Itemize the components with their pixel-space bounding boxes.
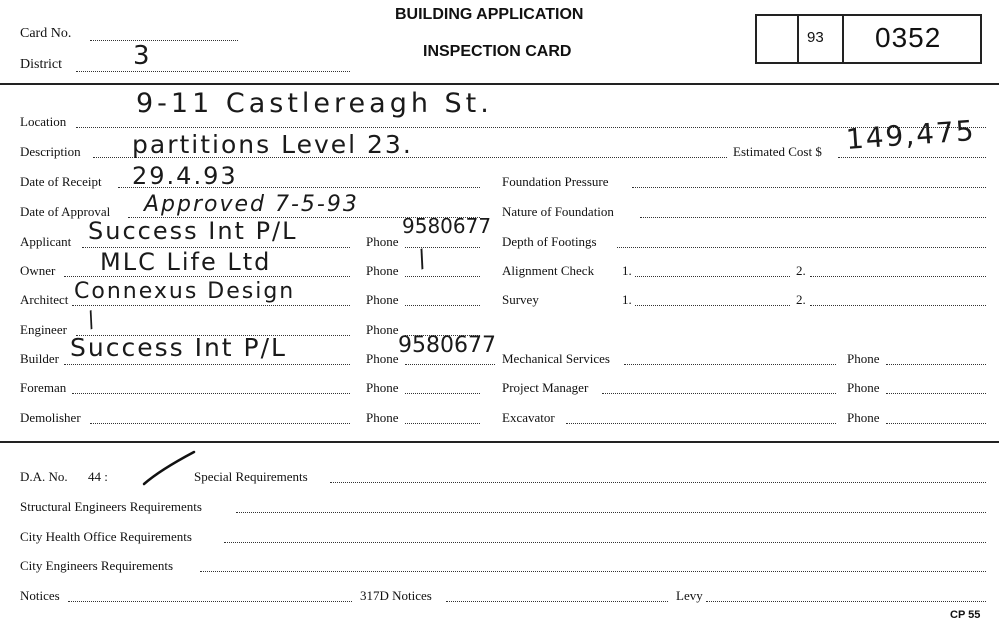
- rule-middle: [0, 441, 999, 443]
- builder-label: Builder: [20, 351, 59, 366]
- city-health-label: City Health Office Requirements: [20, 529, 192, 544]
- da-slash-mark: [140, 448, 200, 488]
- demolisher-label: Demolisher: [20, 410, 81, 425]
- card-no-field[interactable]: [90, 40, 238, 41]
- demolisher-field[interactable]: [90, 423, 350, 424]
- builder-value: Success Int P/L: [70, 333, 287, 362]
- nature-foundation-label: Nature of Foundation: [502, 204, 614, 219]
- alignment-num-1: 1.: [622, 263, 632, 278]
- foundation-pressure-label: Foundation Pressure: [502, 174, 609, 189]
- levy-label: Levy: [676, 588, 703, 603]
- engineer-value: /: [83, 306, 101, 334]
- builder-field[interactable]: [64, 364, 350, 365]
- project-manager-phone-field[interactable]: [886, 393, 986, 394]
- alignment-num-2: 2.: [796, 263, 806, 278]
- city-engineers-field[interactable]: [200, 571, 986, 572]
- applicant-phone-label: Phone: [366, 234, 399, 249]
- builder-phone-label: Phone: [366, 351, 399, 366]
- architect-phone-label: Phone: [366, 292, 399, 307]
- foreman-phone-label: Phone: [366, 380, 399, 395]
- notices-field[interactable]: [68, 601, 352, 602]
- applicant-label: Applicant: [20, 234, 72, 249]
- location-label: Location: [20, 114, 67, 129]
- card-no-label: Card No.: [20, 26, 72, 41]
- da-no-label: D.A. No.: [20, 469, 68, 484]
- foundation-pressure-field[interactable]: [632, 187, 986, 188]
- box-number: 0352: [875, 22, 942, 53]
- rule-top: [0, 83, 999, 85]
- alignment-check-field-1[interactable]: [635, 276, 790, 277]
- location-value: 9-11 Castlereagh St.: [136, 88, 493, 119]
- builder-phone-value: 9580677: [398, 333, 496, 358]
- survey-field-2[interactable]: [810, 305, 986, 306]
- structural-field[interactable]: [236, 512, 986, 513]
- demolisher-phone-label: Phone: [366, 410, 399, 425]
- district-field[interactable]: [76, 71, 350, 72]
- date-approval-value: Approved 7-5-93: [144, 192, 359, 217]
- engineer-phone-label: Phone: [366, 322, 399, 337]
- excavator-field[interactable]: [566, 423, 836, 424]
- box-divider-1: [797, 16, 799, 62]
- estimated-cost-label: Estimated Cost $: [733, 144, 822, 159]
- foreman-label: Foreman: [20, 380, 67, 395]
- applicant-value: Success Int P/L: [88, 217, 298, 245]
- city-engineers-label: City Engineers Requirements: [20, 558, 174, 573]
- builder-phone-field[interactable]: [405, 364, 495, 365]
- demolisher-phone-field[interactable]: [405, 423, 480, 424]
- owner-field[interactable]: [64, 276, 350, 277]
- nature-foundation-field[interactable]: [640, 217, 986, 218]
- alignment-check-label: Alignment Check: [502, 263, 595, 278]
- excavator-phone-field[interactable]: [886, 423, 986, 424]
- project-manager-label: Project Manager: [502, 380, 589, 395]
- title-line2: INSPECTION CARD: [423, 43, 572, 60]
- box-divider-2: [842, 16, 844, 62]
- architect-field[interactable]: [72, 305, 350, 306]
- owner-value: MLC Life Ltd: [100, 248, 272, 276]
- levy-field[interactable]: [706, 601, 986, 602]
- owner-phone-label: Phone: [366, 263, 399, 278]
- date-approval-label: Date of Approval: [20, 204, 111, 219]
- applicant-phone-value: 9580677: [402, 214, 492, 238]
- estimated-cost-field[interactable]: [838, 157, 986, 158]
- box-year: 93: [807, 29, 824, 46]
- date-receipt-value: 29.4.93: [132, 162, 238, 190]
- description-value: partitions Level 23.: [132, 130, 413, 159]
- architect-phone-field[interactable]: [405, 305, 480, 306]
- foreman-field[interactable]: [72, 393, 350, 394]
- mechanical-services-field[interactable]: [624, 364, 836, 365]
- excavator-label: Excavator: [502, 410, 555, 425]
- form-code: CP 55: [950, 609, 981, 621]
- special-requirements-field[interactable]: [330, 482, 986, 483]
- mechanical-phone-label: Phone: [847, 351, 880, 366]
- foreman-phone-field[interactable]: [405, 393, 480, 394]
- city-health-field[interactable]: [224, 542, 986, 543]
- engineer-label: Engineer: [20, 322, 67, 337]
- mechanical-services-label: Mechanical Services: [502, 351, 610, 366]
- architect-value: Connexus Design: [74, 279, 296, 304]
- architect-label: Architect: [20, 292, 69, 307]
- district-label: District: [20, 57, 62, 72]
- owner-phone-field[interactable]: [405, 276, 480, 277]
- description-label: Description: [20, 144, 81, 159]
- survey-num-2: 2.: [796, 292, 806, 307]
- survey-label: Survey: [502, 292, 539, 307]
- depth-footings-label: Depth of Footings: [502, 234, 597, 249]
- owner-label: Owner: [20, 263, 56, 278]
- notices-317d-label: 317D Notices: [360, 588, 432, 603]
- da-no-value: 44 :: [88, 469, 108, 484]
- project-manager-phone-label: Phone: [847, 380, 880, 395]
- alignment-check-field-2[interactable]: [810, 276, 986, 277]
- survey-field-1[interactable]: [635, 305, 790, 306]
- date-receipt-label: Date of Receipt: [20, 174, 102, 189]
- title-line1: BUILDING APPLICATION: [395, 6, 584, 23]
- district-value: 3: [133, 41, 152, 71]
- notices-label: Notices: [20, 588, 60, 603]
- depth-footings-field[interactable]: [617, 247, 986, 248]
- project-manager-field[interactable]: [602, 393, 836, 394]
- excavator-phone-label: Phone: [847, 410, 880, 425]
- survey-num-1: 1.: [622, 292, 632, 307]
- owner-phone-value: /: [413, 243, 433, 274]
- notices-317d-field[interactable]: [446, 601, 668, 602]
- structural-label: Structural Engineers Requirements: [20, 499, 202, 514]
- card-number-box: [755, 14, 982, 64]
- mechanical-phone-field[interactable]: [886, 364, 986, 365]
- estimated-cost-value: 149,475: [844, 113, 977, 156]
- special-requirements-label: Special Requirements: [194, 469, 308, 484]
